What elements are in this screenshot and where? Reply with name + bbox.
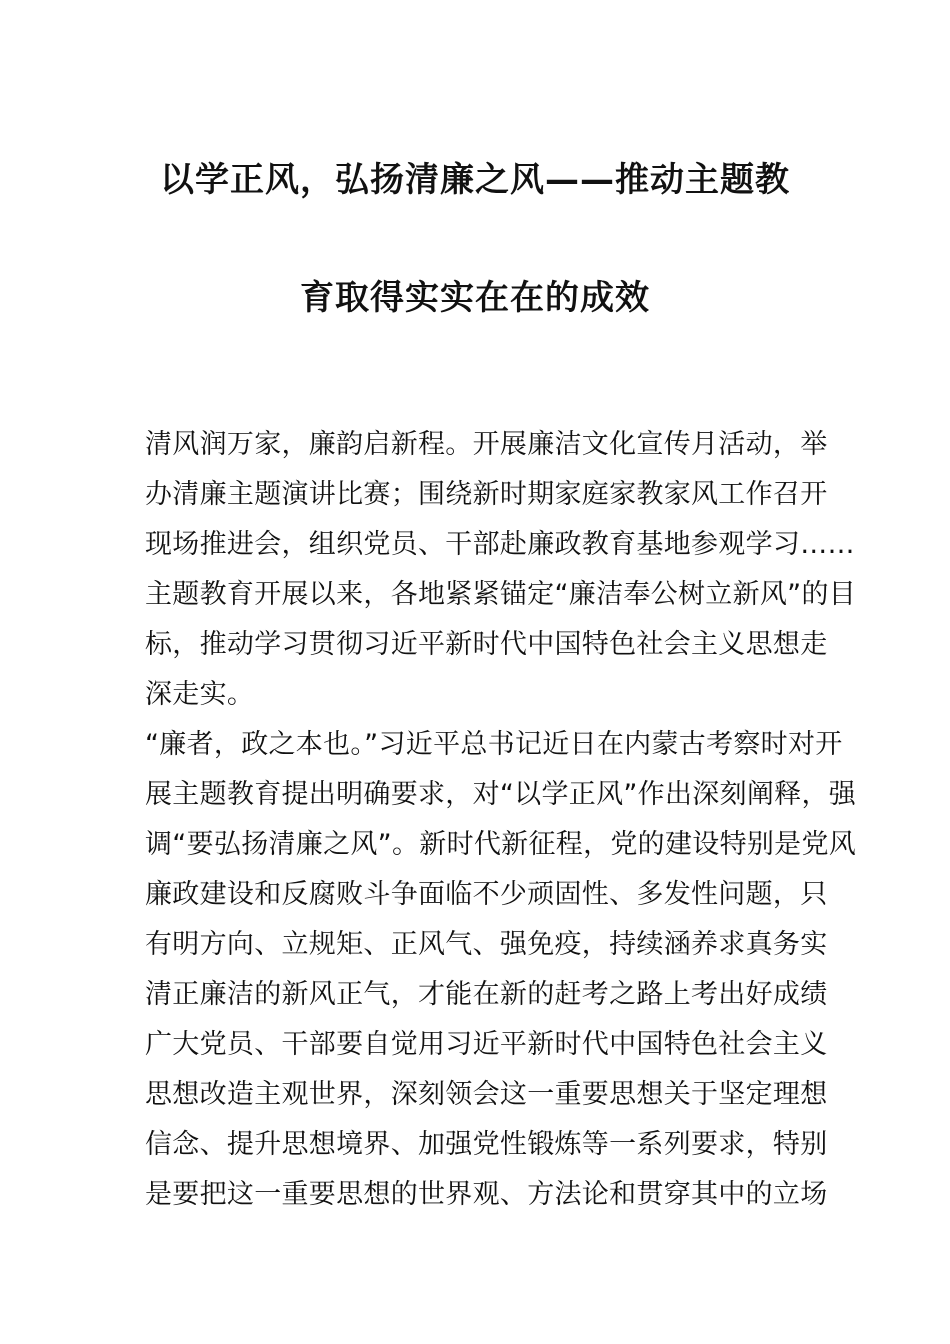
body-line: 调“要弘扬清廉之风”。新时代新征程，党的建设特别是党风 <box>145 829 857 860</box>
body-line: “廉者，政之本也。”习近平总书记近日在内蒙古考察时对开 <box>145 729 843 760</box>
document-body <box>145 420 857 1220</box>
body-line: 清风润万家，廉韵启新程。开展廉洁文化宣传月活动，举 <box>145 429 828 460</box>
body-line: 是要把这一重要思想的世界观、方法论和贯穿其中的立场 <box>145 1179 828 1210</box>
body-line: 主题教育开展以来，各地紧紧锚定“廉洁奉公树立新风”的目 <box>145 579 857 610</box>
body-line: 有明方向、立规矩、正风气、强免疫，持续涵养求真务实 <box>145 929 828 960</box>
document-title-line-2: 育取得实实在在的成效 <box>300 278 650 318</box>
body-line: 标，推动学习贯彻习近平新时代中国特色社会主义思想走 <box>145 629 828 660</box>
body-line: 清正廉洁的新风正气，才能在新的赶考之路上考出好成绩 <box>145 979 828 1010</box>
body-line: 廉政建设和反腐败斗争面临不少顽固性、多发性问题，只 <box>145 879 828 910</box>
body-line: 现场推进会，组织党员、干部赴廉政教育基地参观学习…… <box>145 529 855 560</box>
document-title-line-1: 以学正风，弘扬清廉之风——推动主题教 <box>160 160 790 200</box>
body-line: 思想改造主观世界，深刻领会这一重要思想关于坚定理想 <box>145 1079 828 1110</box>
body-line: 办清廉主题演讲比赛；围绕新时期家庭家教家风工作召开 <box>145 479 828 510</box>
body-line: 展主题教育提出明确要求，对“以学正风”作出深刻阐释，强 <box>145 779 857 810</box>
body-line: 信念、提升思想境界、加强党性锻炼等一系列要求，特别 <box>145 1129 828 1160</box>
body-line: 深走实。 <box>145 679 255 710</box>
body-line: 广大党员、干部要自觉用习近平新时代中国特色社会主义 <box>145 1029 828 1060</box>
